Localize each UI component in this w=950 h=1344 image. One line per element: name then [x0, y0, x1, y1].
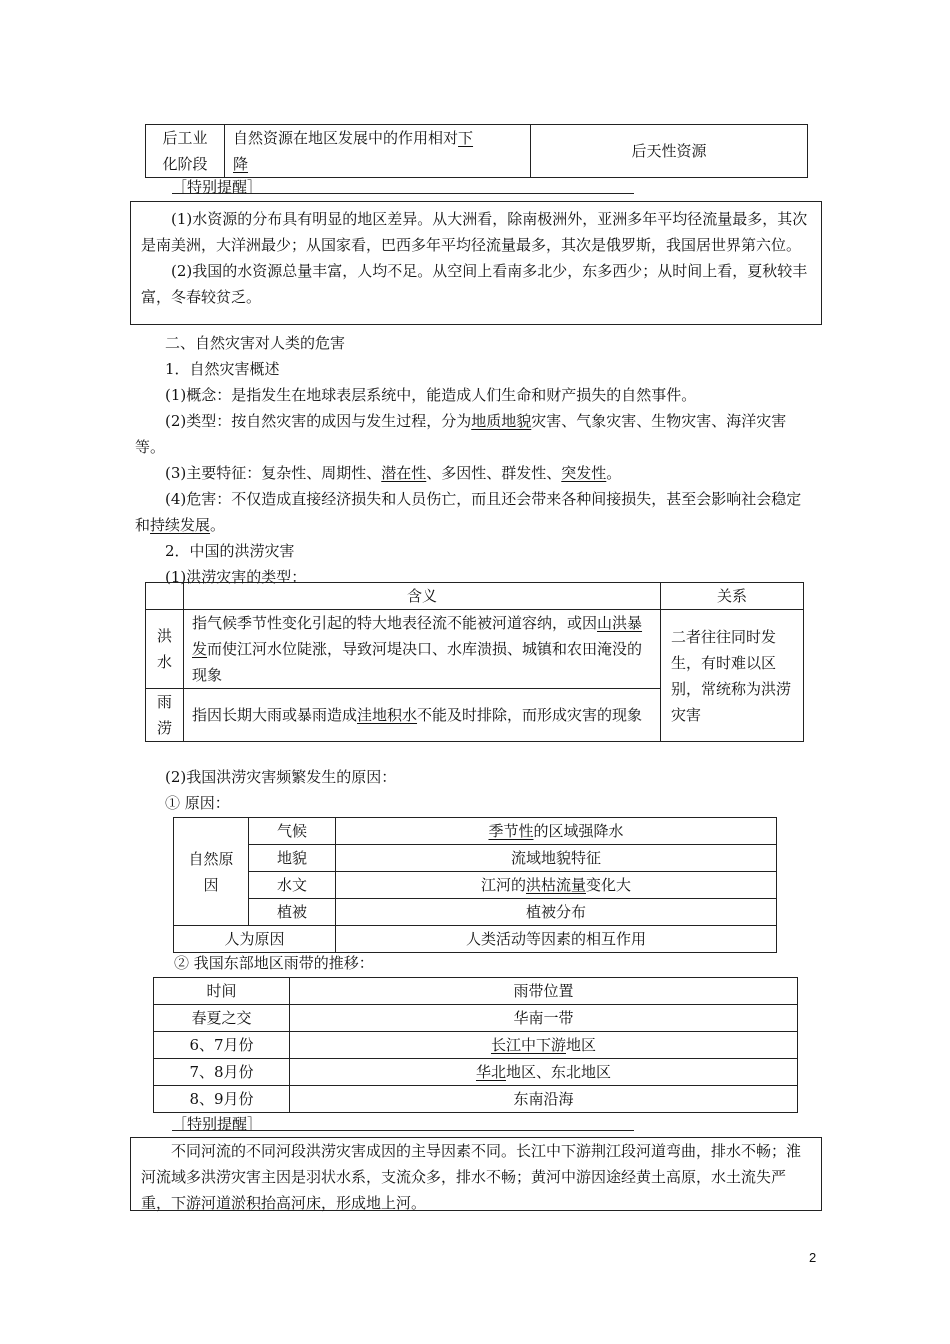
top-table: [145, 124, 808, 178]
rainbelt-title: ② 我国东部地区雨带的推移：: [174, 954, 374, 972]
desc-cell: [225, 125, 531, 178]
flood-pre: 指气候季节性变化引起的特大地表径流不能被河道容纳，或因: [192, 614, 598, 632]
pos-underline: 长江中下游: [490, 1036, 566, 1054]
flood-label-cell: [146, 610, 184, 689]
reminder-1-para-1: (1)水资源的分布具有明显的地区差异。从大洲看，除南极洲外，亚洲多年平均径流量最多，其次是南美洲，大洋洲最少；从国家看，巴西多年平均径流量最多，其次是俄罗斯，我国居世界第六位。: [141, 210, 808, 254]
causes-table: [173, 817, 777, 953]
pos-post: 地区、东北地区: [506, 1063, 612, 1081]
position-cell: [290, 1059, 798, 1086]
desc-underline-1: 下: [458, 129, 474, 147]
value-pre: 流域地貌特征: [510, 849, 601, 867]
pos-pre: 华南一带: [513, 1009, 574, 1027]
reminder-rule-1: [172, 193, 634, 194]
value-post: 变化大: [586, 876, 632, 894]
page-number: 2: [809, 1250, 817, 1265]
value-underline: 季节性: [488, 822, 534, 840]
subsection-1: 1．自然灾害概述: [165, 360, 280, 378]
header-relation: 关系: [661, 583, 804, 610]
value-pre: 江河的: [480, 876, 526, 894]
special-reminder-label-2: ［特别提醒］: [172, 1115, 263, 1133]
reminder-rule-2: [172, 1130, 634, 1131]
value-underline: 洪枯流量: [525, 876, 586, 894]
concept-text: (1)概念：是指发生在地球表层系统中，能造成人们生命和财产损失的自然事件。: [165, 386, 697, 404]
desc-text: 自然资源在地区发展中的作用相对: [233, 129, 459, 147]
reminder-box-2: [130, 1137, 822, 1211]
types-post: 灾害、气象灾害、生物灾害、海洋灾害等。: [135, 412, 787, 456]
features-end: 。: [606, 464, 622, 482]
causes-sub: ① 原因：: [165, 794, 230, 812]
natural-label-2: 因: [203, 875, 219, 894]
waterlog-pre: 指因长期大雨或暴雨造成: [192, 706, 358, 724]
position-cell: [290, 1005, 798, 1032]
reminder-1-para-2: (2)我国的水资源总量丰富，人均不足。从空间上看南多北少，东多西少；从时间上看，夏秋较丰富，冬春较贫乏。: [141, 262, 808, 306]
waterlog-label-2: 涝: [156, 719, 172, 737]
flood-post: 而使江河水位陡涨，导致河堤决口、水库溃损、城镇和农田淹没的现象: [192, 640, 643, 684]
stage-cell: [146, 125, 225, 178]
factor-cell: 气候: [249, 818, 336, 845]
factor-value-cell: [336, 872, 777, 899]
features-pre: (3)主要特征：复杂性、周期性、: [165, 464, 382, 482]
natural-label-cell: [174, 818, 249, 926]
value-post: 的区域强降水: [533, 822, 624, 840]
factor-cell: 植被: [249, 899, 336, 926]
features-underline-2: 突发性: [561, 464, 607, 482]
types-pre: (2)类型：按自然灾害的成因与发生过程，分为: [165, 412, 472, 430]
value-pre: 植被分布: [525, 903, 586, 921]
flood-underline: 山洪暴发: [192, 614, 643, 658]
causes-block: [135, 764, 815, 816]
result-cell: 后天性资源: [531, 125, 808, 178]
reminder-2-para-1: 不同河流的不同河段洪涝灾害成因的主导因素不同。长江中下游荆江段河道弯曲，排水不畅；淮河流域多洪涝灾害主因是羽状水系，支流众多，排水不畅；黄河中游因途经黄土高原，水土流失严重，下游河道淤积抬高河床，形成地上河。: [141, 1142, 802, 1212]
waterlog-meaning-cell: [184, 689, 661, 742]
flood-label-1: 洪: [156, 627, 172, 645]
flood-label-2: 水: [156, 653, 172, 671]
features-text: [135, 460, 815, 486]
human-value-cell: 人类活动等因素的相互作用: [336, 926, 777, 953]
flood-types-title: (1)洪涝灾害的类型：: [165, 568, 307, 586]
features-mid: 、多因性、群发性、: [426, 464, 562, 482]
factor-value-cell: [336, 818, 777, 845]
factor-cell: 水文: [249, 872, 336, 899]
pos-underline: 华北: [475, 1063, 506, 1081]
natural-label-1: 自然原: [188, 849, 234, 868]
time-cell: 7、8月份: [154, 1059, 290, 1086]
rainbelt-table: [153, 977, 798, 1113]
factor-value-cell: [336, 845, 777, 872]
types-underline: 地质地貌: [471, 412, 532, 430]
harm-end: 。: [210, 516, 226, 534]
section-heading: 二、自然灾害对人类的危害: [165, 334, 346, 352]
factor-cell: 地貌: [249, 845, 336, 872]
time-cell: 8、9月份: [154, 1086, 290, 1113]
stage-line-2: 化阶段: [162, 155, 208, 173]
header-position: 雨带位置: [290, 978, 798, 1005]
subsection-2: 2．中国的洪涝灾害: [165, 542, 295, 560]
flood-meaning-cell: [184, 610, 661, 689]
position-cell: [290, 1086, 798, 1113]
flood-table-corner: [146, 583, 184, 610]
pos-pre: 东南沿海: [513, 1090, 574, 1108]
relation-cell: 二者往往同时发生，有时难以区别，常统称为洪涝灾害: [661, 610, 804, 742]
waterlog-label-1: 雨: [156, 693, 172, 711]
waterlog-label-cell: [146, 689, 184, 742]
waterlog-underline: 洼地积水: [357, 706, 418, 724]
types-text: [135, 408, 815, 460]
time-cell: 春夏之交: [154, 1005, 290, 1032]
flood-table: [145, 582, 804, 742]
human-label-cell: 人为原因: [174, 926, 336, 953]
waterlog-post: 不能及时排除，而形成灾害的现象: [417, 706, 643, 724]
factor-value-cell: [336, 899, 777, 926]
features-underline-1: 潜在性: [381, 464, 427, 482]
harm-underline: 持续发展: [150, 516, 211, 534]
header-time: 时间: [154, 978, 290, 1005]
time-cell: 6、7月份: [154, 1032, 290, 1059]
causes-title: (2)我国洪涝灾害频繁发生的原因：: [165, 768, 397, 786]
special-reminder-label-1: ［特别提醒］: [172, 178, 263, 196]
harm-text: [135, 486, 815, 538]
position-cell: [290, 1032, 798, 1059]
stage-line-1: 后工业: [162, 129, 208, 147]
pos-post: 地区: [566, 1036, 597, 1054]
section-2: [135, 330, 815, 590]
reminder-box-1: [130, 201, 822, 325]
desc-underline-2: 降: [233, 155, 249, 173]
harm-pre: (4)危害：不仅造成直接经济损失和人员伤亡，而且还会带来各种间接损失，甚至会影响社会稳定和: [135, 490, 802, 534]
header-meaning: 含义: [184, 583, 661, 610]
